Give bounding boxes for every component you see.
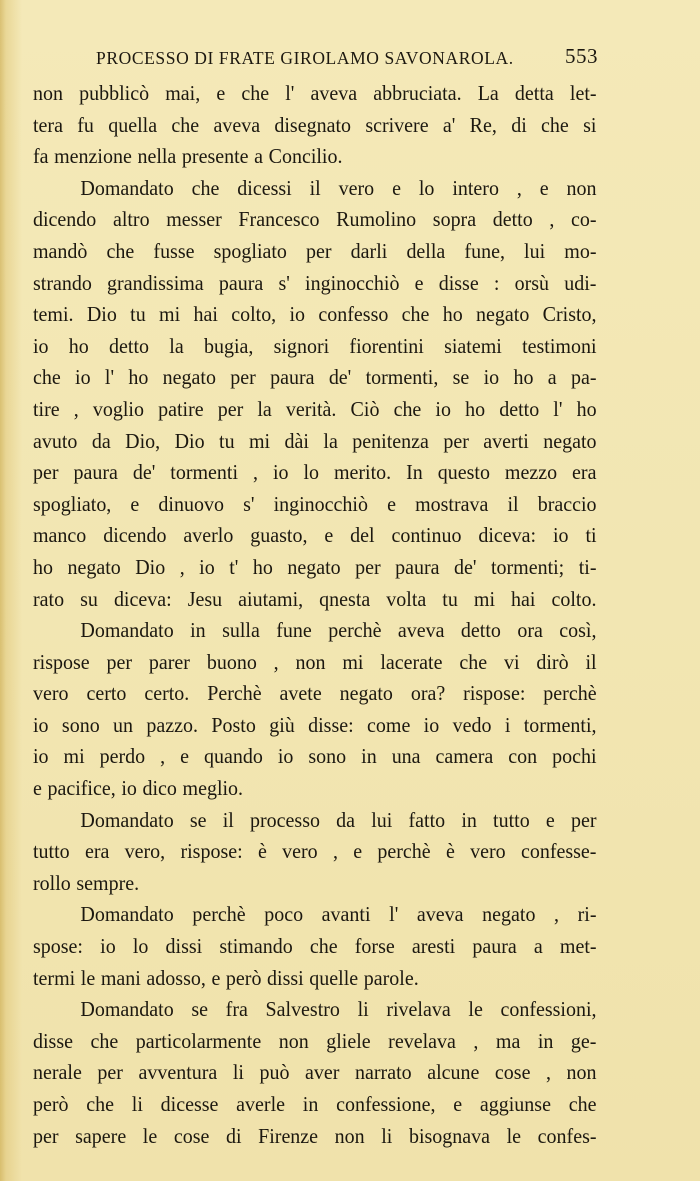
running-title: PROCESSO DI FRATE GIROLAMO SAVONAROLA. [96,48,514,68]
text-line: io sono un pazzo. Posto giù disse: come io vedo i tormenti, [33,712,597,737]
text-line: per paura de' tormenti , io lo merito. In questo mezzo era [33,460,597,485]
text-line: nerale per avventura li può aver narrato alcune cose , non [33,1060,597,1085]
text-line: Domandato se fra Salvestro li rivelava le confessioni, [80,997,597,1022]
text-line: ho negato Dio , io t' ho negato per paura de' tormenti; ti- [33,554,597,579]
body-text [33,78,597,1152]
text-line: che io l' ho negato per paura de' tormenti, se io ho a pa- [33,365,597,390]
text-line: disse che particolarmente non gliele revelava , ma in ge- [33,1028,597,1053]
text-line: mandò che fusse spogliato per darli della fune, lui mo- [33,238,597,263]
text-line: Domandato perchè poco avanti l' aveva negato , ri- [80,902,597,927]
text-line: per sapere le cose di Firenze non li bisognava le confes- [33,1123,597,1148]
text-line: termi le mani adosso, e però dissi quelle parole. [33,965,419,990]
text-line: rato su diceva: Jesu aiutami, qnesta volta tu mi hai colto. [33,586,597,611]
text-line: Domandato se il processo da lui fatto in tutto e per [80,807,597,832]
text-line: spogliato, e dinuovo s' inginocchiò e mostrava il braccio [33,491,597,516]
text-line: tutto era vero, rispose: è vero , e perchè è vero confesse- [33,839,597,864]
page-number: 553 [565,44,598,68]
text-line: non pubblicò mai, e che l' aveva abbruciata. La detta let- [33,81,597,105]
page-header [96,44,598,74]
text-line: rollo sempre. [33,870,140,895]
text-line: io mi perdo , e quando io sono in una camera con pochi [33,744,597,769]
text-line: vero certo certo. Perchè avete negato ora? rispose: perchè [33,681,597,706]
text-line: io ho detto la bugia, signori fiorentini siatemi testimoni [33,333,597,358]
text-line: tera fu quella che aveva disegnato scrivere a' Re, di che si [33,112,597,137]
text-line: e pacifice, io dico meglio. [33,776,244,801]
text-line: Domandato in sulla fune perchè aveva detto ora così, [80,618,597,643]
text-line: manco dicendo averlo guasto, e del continuo diceva: io ti [33,523,597,548]
text-line: rispose per parer buono , non mi lacerate che vi dirò il [33,649,597,674]
text-line: temi. Dio tu mi hai colto, io confesso che ho negato Cristo, [33,302,597,327]
text-line: avuto da Dio, Dio tu mi dài la penitenza per averti negato [33,428,597,453]
text-line: però che li dicesse averle in confessione, e aggiunse che [33,1092,597,1116]
text-line: fa menzione nella presente a Concilio. [33,144,343,169]
text-line: dicendo altro messer Francesco Rumolino sopra detto , co- [33,207,597,232]
text-line: tire , voglio patire per la verità. Ciò che io ho detto l' ho [33,396,597,421]
text-line: strando grandissima paura s' inginocchiò e disse : orsù udi- [33,270,597,295]
text-line: Domandato che dicessi il vero e lo intero , e non [80,175,597,200]
text-line: spose: io lo dissi stimando che forse aresti paura a met- [33,934,597,959]
